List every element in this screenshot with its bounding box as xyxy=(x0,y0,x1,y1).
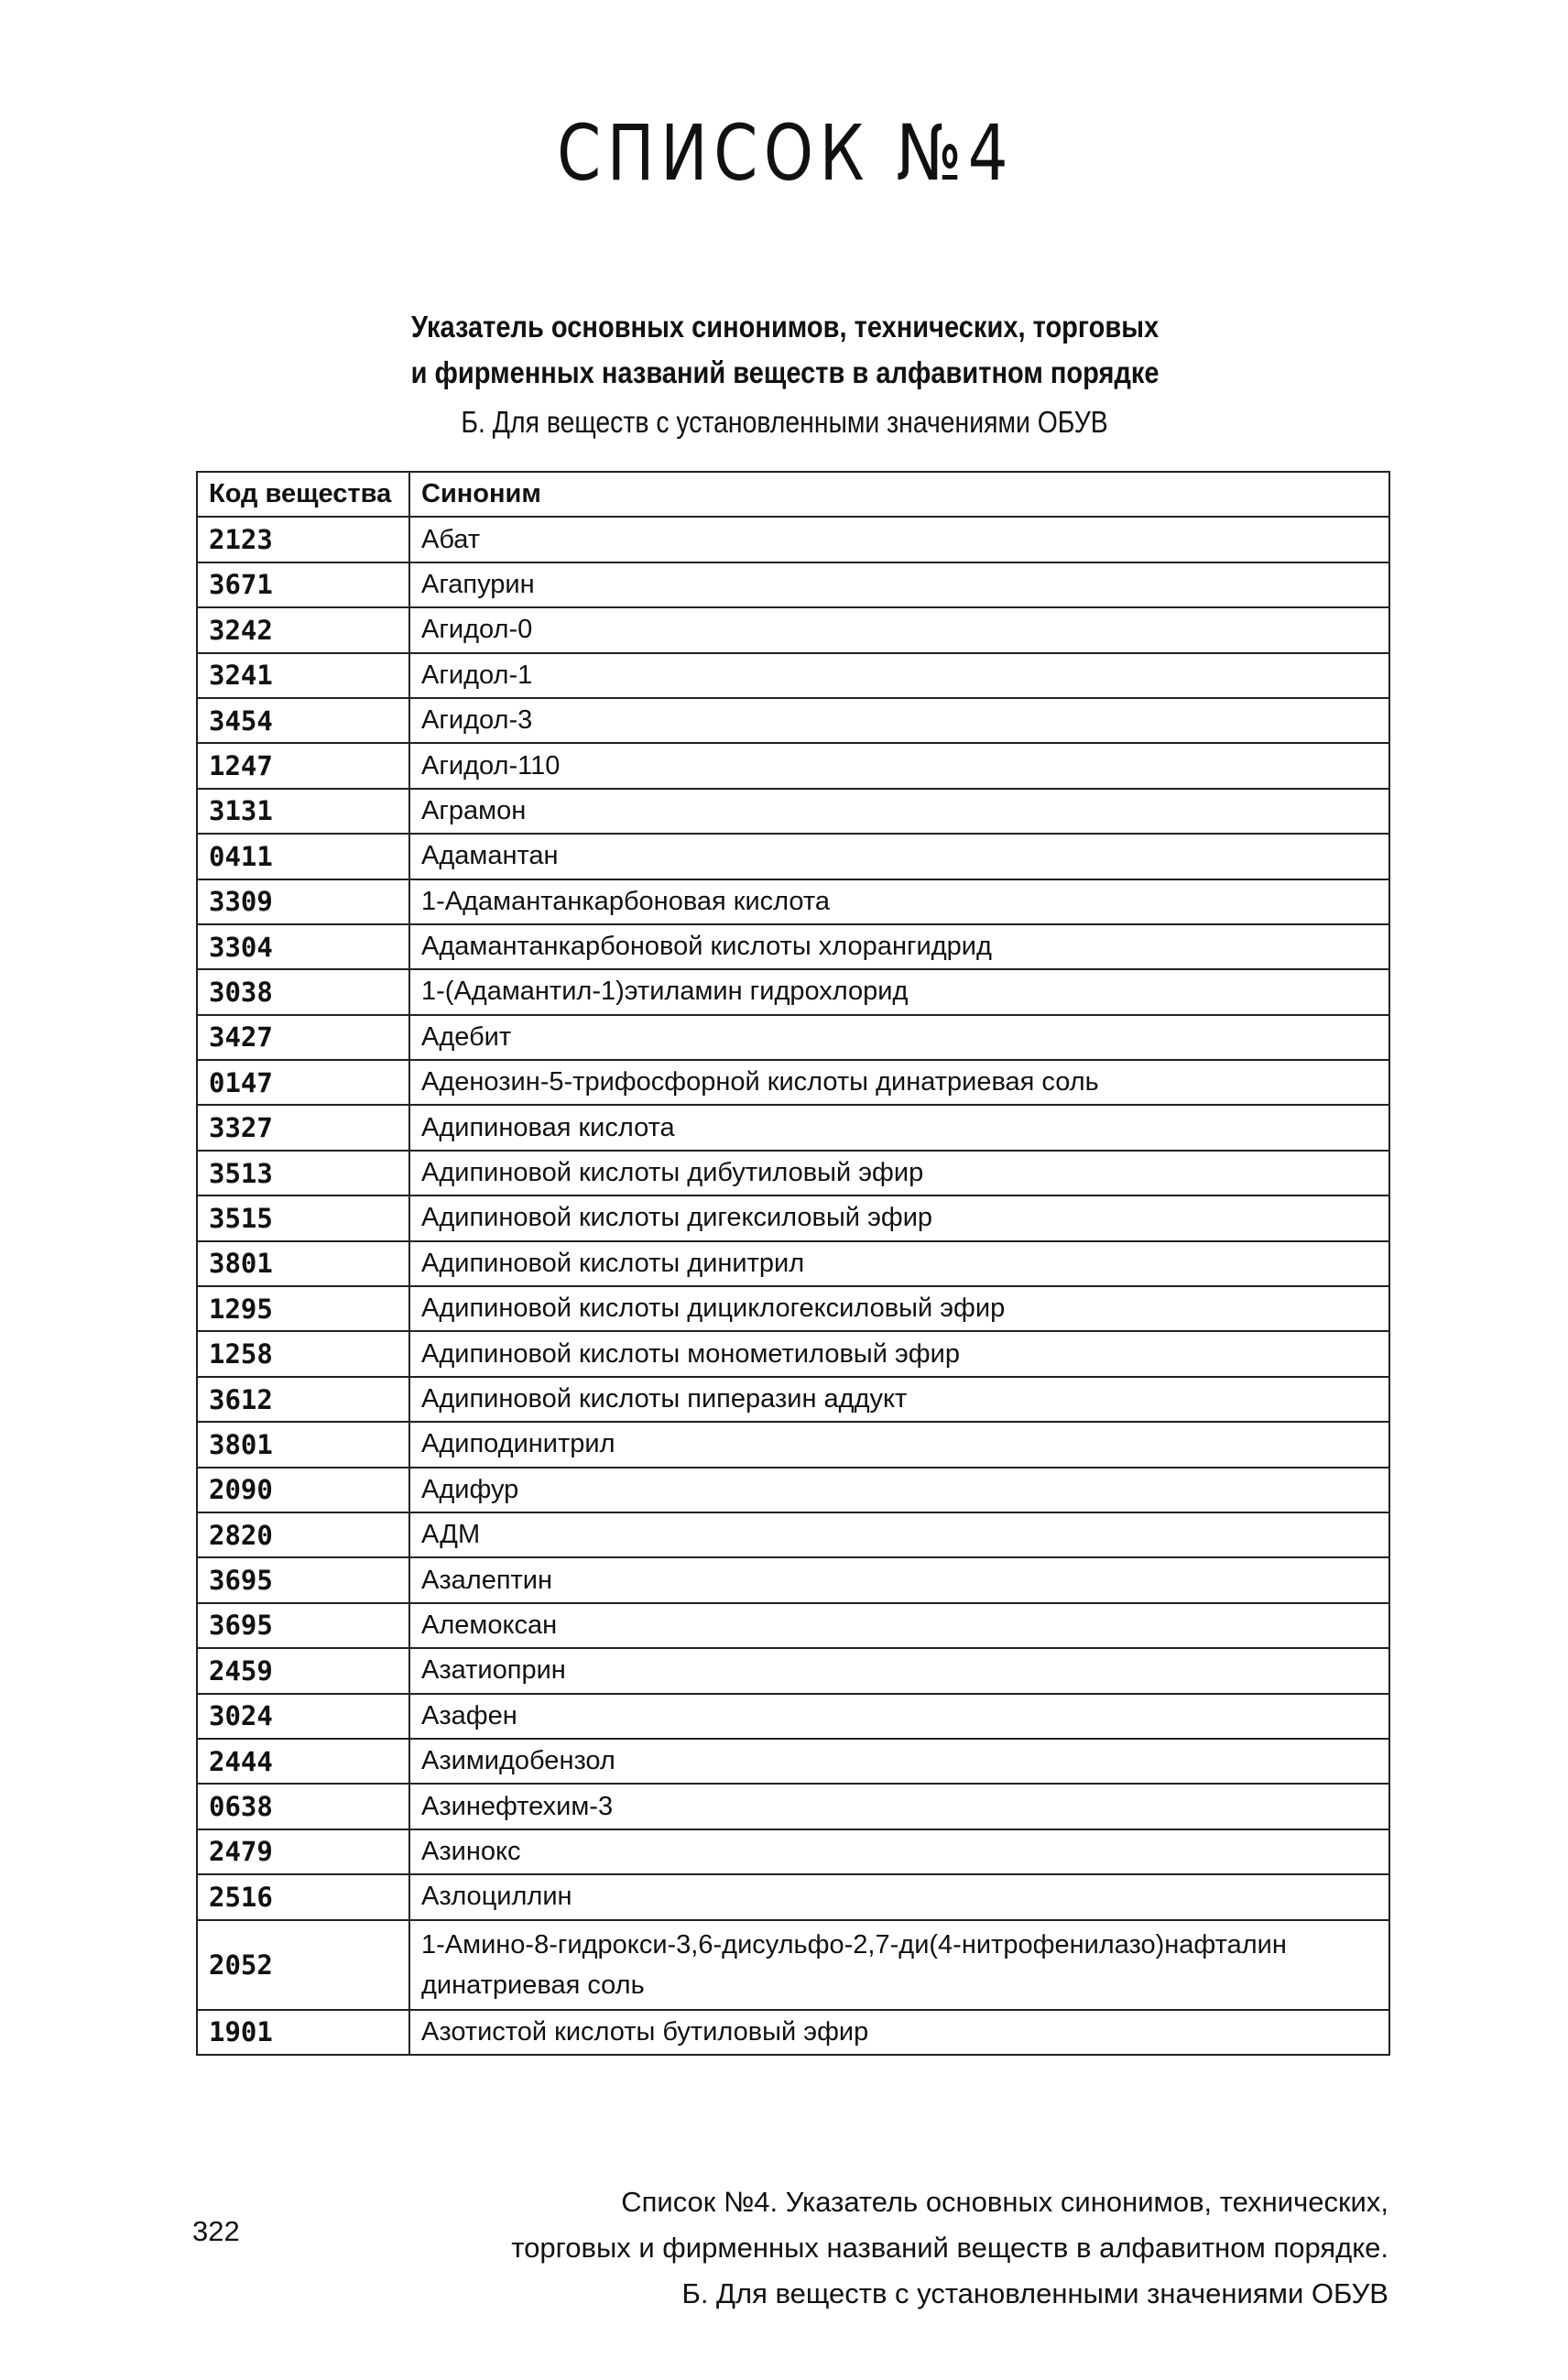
table-header-row xyxy=(197,472,1389,517)
substance-code: 3327 xyxy=(197,1105,409,1150)
synonym: Адипиновой кислоты динитрил xyxy=(409,1241,1389,1286)
table-row xyxy=(197,1105,1389,1150)
synonym: Адипиновой кислоты пиперазин аддукт xyxy=(409,1377,1389,1422)
synonym: Аденозин-5-трифосфорной кислоты динатриевая соль xyxy=(409,1060,1389,1105)
table-row xyxy=(197,1151,1389,1195)
synonym-table xyxy=(196,471,1390,2056)
synonym: Азлоциллин xyxy=(409,1874,1389,1919)
table-row xyxy=(197,924,1389,969)
synonym: Агидол-1 xyxy=(409,653,1389,698)
substance-code: 3515 xyxy=(197,1195,409,1240)
table-row xyxy=(197,1739,1389,1784)
synonym: Азотистой кислоты бутиловый эфир xyxy=(409,2010,1389,2055)
synonym: Адиподинитрил xyxy=(409,1422,1389,1467)
substance-code: 2444 xyxy=(197,1739,409,1784)
substance-code: 3241 xyxy=(197,653,409,698)
page-number: 322 xyxy=(192,2215,240,2247)
substance-code: 3304 xyxy=(197,924,409,969)
synonym: Адипиновой кислоты дибутиловый эфир xyxy=(409,1151,1389,1195)
table-row xyxy=(197,879,1389,924)
table-row xyxy=(197,1468,1389,1512)
table-row xyxy=(197,1603,1389,1648)
substance-code: 3695 xyxy=(197,1603,409,1648)
substance-code: 3671 xyxy=(197,562,409,607)
table-row xyxy=(197,1829,1389,1874)
table-row xyxy=(197,1694,1389,1739)
table-row xyxy=(197,607,1389,652)
substance-code: 3024 xyxy=(197,1694,409,1739)
synonym: Адипиновой кислоты монометиловый эфир xyxy=(409,1331,1389,1376)
substance-code: 3038 xyxy=(197,969,409,1014)
table-row xyxy=(197,1195,1389,1240)
substance-code: 3513 xyxy=(197,1151,409,1195)
synonym: 1-(Адамантил-1)этиламин гидрохлорид xyxy=(409,969,1389,1014)
synonym: Абат xyxy=(409,517,1389,562)
synonym: Азинокс xyxy=(409,1829,1389,1874)
table-row xyxy=(197,1557,1389,1602)
substance-code: 2052 xyxy=(197,1920,409,2010)
synonym: Азинефтехим-3 xyxy=(409,1784,1389,1829)
substance-code: 0638 xyxy=(197,1784,409,1829)
substance-code: 2479 xyxy=(197,1829,409,1874)
substance-code: 2820 xyxy=(197,1512,409,1557)
synonym: Азимидобензол xyxy=(409,1739,1389,1784)
table-row xyxy=(197,1784,1389,1829)
synonym: 1-Адамантанкарбоновая кислота xyxy=(409,879,1389,924)
table-row xyxy=(197,517,1389,562)
table-row xyxy=(197,743,1389,788)
substance-code: 3454 xyxy=(197,698,409,743)
table-row xyxy=(197,1060,1389,1105)
synonym: Адамантанкарбоновой кислоты хлорангидрид xyxy=(409,924,1389,969)
header-synonym: Синоним xyxy=(409,472,1389,517)
synonym: Адифур xyxy=(409,1468,1389,1512)
synonym: Агидол-110 xyxy=(409,743,1389,788)
synonym: Адамантан xyxy=(409,834,1389,879)
table-row xyxy=(197,834,1389,879)
synonym: Адипиновой кислоты дициклогексиловый эфир xyxy=(409,1286,1389,1331)
table-body xyxy=(197,517,1389,2055)
table-row xyxy=(197,1241,1389,1286)
substance-code: 3427 xyxy=(197,1015,409,1060)
substance-code: 3131 xyxy=(197,789,409,834)
table-row xyxy=(197,969,1389,1014)
substance-code: 1901 xyxy=(197,2010,409,2055)
substance-code: 3309 xyxy=(197,879,409,924)
table-row xyxy=(197,789,1389,834)
synonym: Адипиновой кислоты дигексиловый эфир xyxy=(409,1195,1389,1240)
table-row xyxy=(197,562,1389,607)
synonym: Алемоксан xyxy=(409,1603,1389,1648)
footer-line-2: торговых и фирменных названий веществ в алфавитном порядке. xyxy=(511,2232,1388,2264)
synonym: Адебит xyxy=(409,1015,1389,1060)
table-row xyxy=(197,1377,1389,1422)
table-row xyxy=(197,1331,1389,1376)
substance-code: 3695 xyxy=(197,1557,409,1602)
substance-code: 0147 xyxy=(197,1060,409,1105)
synonym: Агапурин xyxy=(409,562,1389,607)
substance-code: 3242 xyxy=(197,607,409,652)
substance-code: 3801 xyxy=(197,1241,409,1286)
substance-code: 1258 xyxy=(197,1331,409,1376)
footer-line-1: Список №4. Указатель основных синонимов, технических, xyxy=(621,2186,1388,2218)
synonym: АДМ xyxy=(409,1512,1389,1557)
table-row xyxy=(197,1422,1389,1467)
synonym: 1-Амино-8-гидрокси-3,6-дисульфо-2,7-ди(4-нитрофенилазо)нафталин динатриевая соль xyxy=(409,1920,1389,2010)
substance-code: 2516 xyxy=(197,1874,409,1919)
table-row xyxy=(197,2010,1389,2055)
table-row xyxy=(197,698,1389,743)
substance-code: 0411 xyxy=(197,834,409,879)
substance-code: 3801 xyxy=(197,1422,409,1467)
substance-code: 2459 xyxy=(197,1648,409,1693)
table-row xyxy=(197,1015,1389,1060)
synonym: Агидол-0 xyxy=(409,607,1389,652)
synonym: Адипиновая кислота xyxy=(409,1105,1389,1150)
substance-code: 1295 xyxy=(197,1286,409,1331)
subtitle-line-1: Указатель основных синонимов, технических, торговых xyxy=(410,310,1160,344)
substance-code: 1247 xyxy=(197,743,409,788)
substance-code: 3612 xyxy=(197,1377,409,1422)
table-row xyxy=(197,653,1389,698)
table-row xyxy=(197,1286,1389,1331)
substance-code: 2123 xyxy=(197,517,409,562)
synonym: Азатиоприн xyxy=(409,1648,1389,1693)
table-row xyxy=(197,1512,1389,1557)
running-footer xyxy=(511,2179,1388,2317)
header-code: Код вещества xyxy=(197,472,409,517)
synonym: Азафен xyxy=(409,1694,1389,1739)
section-heading: Б. Для веществ с установленными значениями ОБУВ xyxy=(461,405,1108,439)
synonym: Аграмон xyxy=(409,789,1389,834)
subtitle-line-2: и фирменных названий веществ в алфавитном порядке xyxy=(410,355,1160,389)
page-title: СПИСОК №4 xyxy=(557,108,1015,198)
substance-code: 2090 xyxy=(197,1468,409,1512)
table-row xyxy=(197,1874,1389,1919)
table-row xyxy=(197,1920,1389,2010)
synonym: Азалептин xyxy=(409,1557,1389,1602)
synonym: Агидол-3 xyxy=(409,698,1389,743)
table-row xyxy=(197,1648,1389,1693)
footer-line-3: Б. Для веществ с установленными значениями ОБУВ xyxy=(681,2277,1388,2309)
